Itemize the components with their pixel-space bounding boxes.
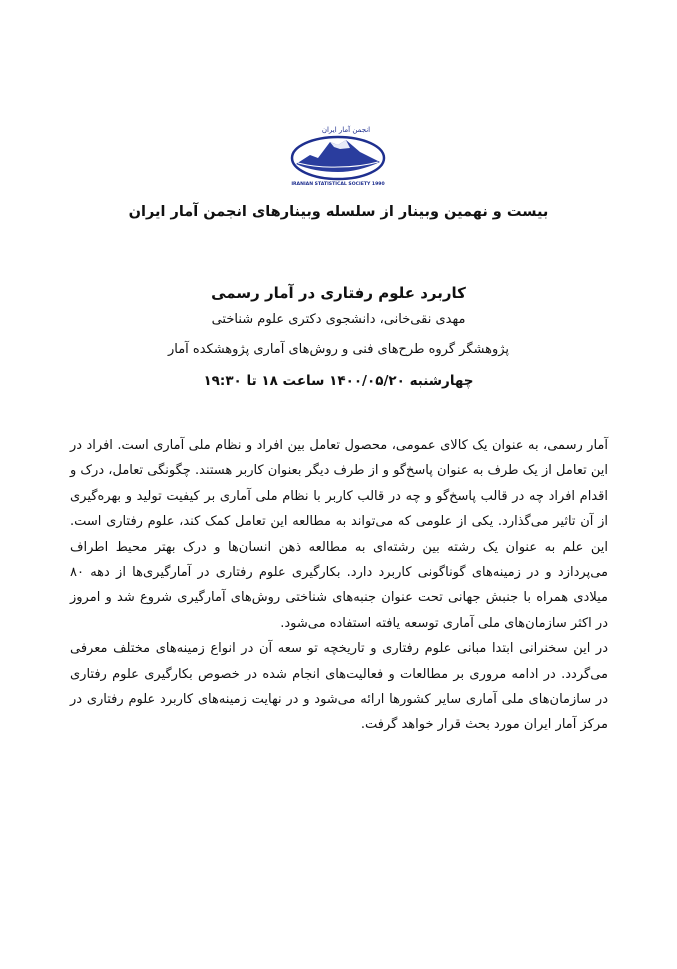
webinar-series-heading: بیست و نهمین وبینار از سلسله وبینارهای انجمن آمار ایران: [128, 204, 549, 220]
logo-caption: IRANIAN STATISTICAL SOCIETY 1990: [291, 182, 385, 187]
abstract: [70, 433, 608, 738]
abstract-paragraph: در این سخنرانی ابتدا مبانی علوم رفتاری و تاریخچه تو سعه آن در انواع زمینه‌های مختلف معرفی می‌گردد. در ادامه مروری بر مطالعات و فعالیت‌های انجام شده در خصوص بکارگیری علوم رفتاری در سازمان‌های ملی آماری سایر کشورها ارائه می‌شود و در نهایت زمینه‌های کاربرد علوم رفتاری در مرکز آمار ایران مورد بحث قرار خواهد گرفت.: [70, 641, 608, 733]
abstract-paragraph: آمار رسمی، به عنوان یک کالای عمومی، محصول تعامل بین افراد و نظام ملی آماری است. افراد در این تعامل از یک طرف به عنوان پاسخ‌گو و از طرف دیگر بعنوان کاربر هستند. چگونگی تعامل، درک و اقدام افراد چه در قالب پاسخ‌گو و چه در قالب کاربر با نظام ملی آماری بر کیفیت تولید و بهره‌گیری از آن تاثیر می‌گذارد. یکی از علومی که می‌تواند به مطالعه این تعامل کمک کند، علوم رفتاری است. این علم به عنوان یک رشته بین رشته‌ای به مطالعه ذهن انسان‌ها و درک بهتر محیط اطراف می‌پردازد و در زمینه‌های گوناگونی کاربرد دارد. بکارگیری علوم رفتاری در آمارگیری‌ها از دهه ۸۰ میلادی همراه با جنبش جهانی تحت عنوان جنبه‌های شناختی روش‌های آمارگیری شروع شد و امروز در اکثر سازمان‌های ملی آماری توسعه یافته استفاده می‌شود.: [70, 438, 608, 631]
talk-datetime: چهارشنبه ۱۴۰۰/۰۵/۲۰ ساعت ۱۸ تا ۱۹:۳۰: [203, 373, 474, 389]
speaker-name: مهدی نقی‌خانی، دانشجوی دکتری علوم شناختی: [211, 312, 466, 327]
logo-persian-calligraphy: انجمن آمار ایران: [321, 126, 371, 134]
talk-title: کاربرد علوم رفتاری در آمار رسمی: [211, 284, 466, 302]
iranian-statistical-society-logo: [288, 122, 388, 188]
speaker-affiliation: پژوهشگر گروه طرح‌های فنی و روش‌های آماری پژوهشکده آمار: [167, 342, 510, 357]
